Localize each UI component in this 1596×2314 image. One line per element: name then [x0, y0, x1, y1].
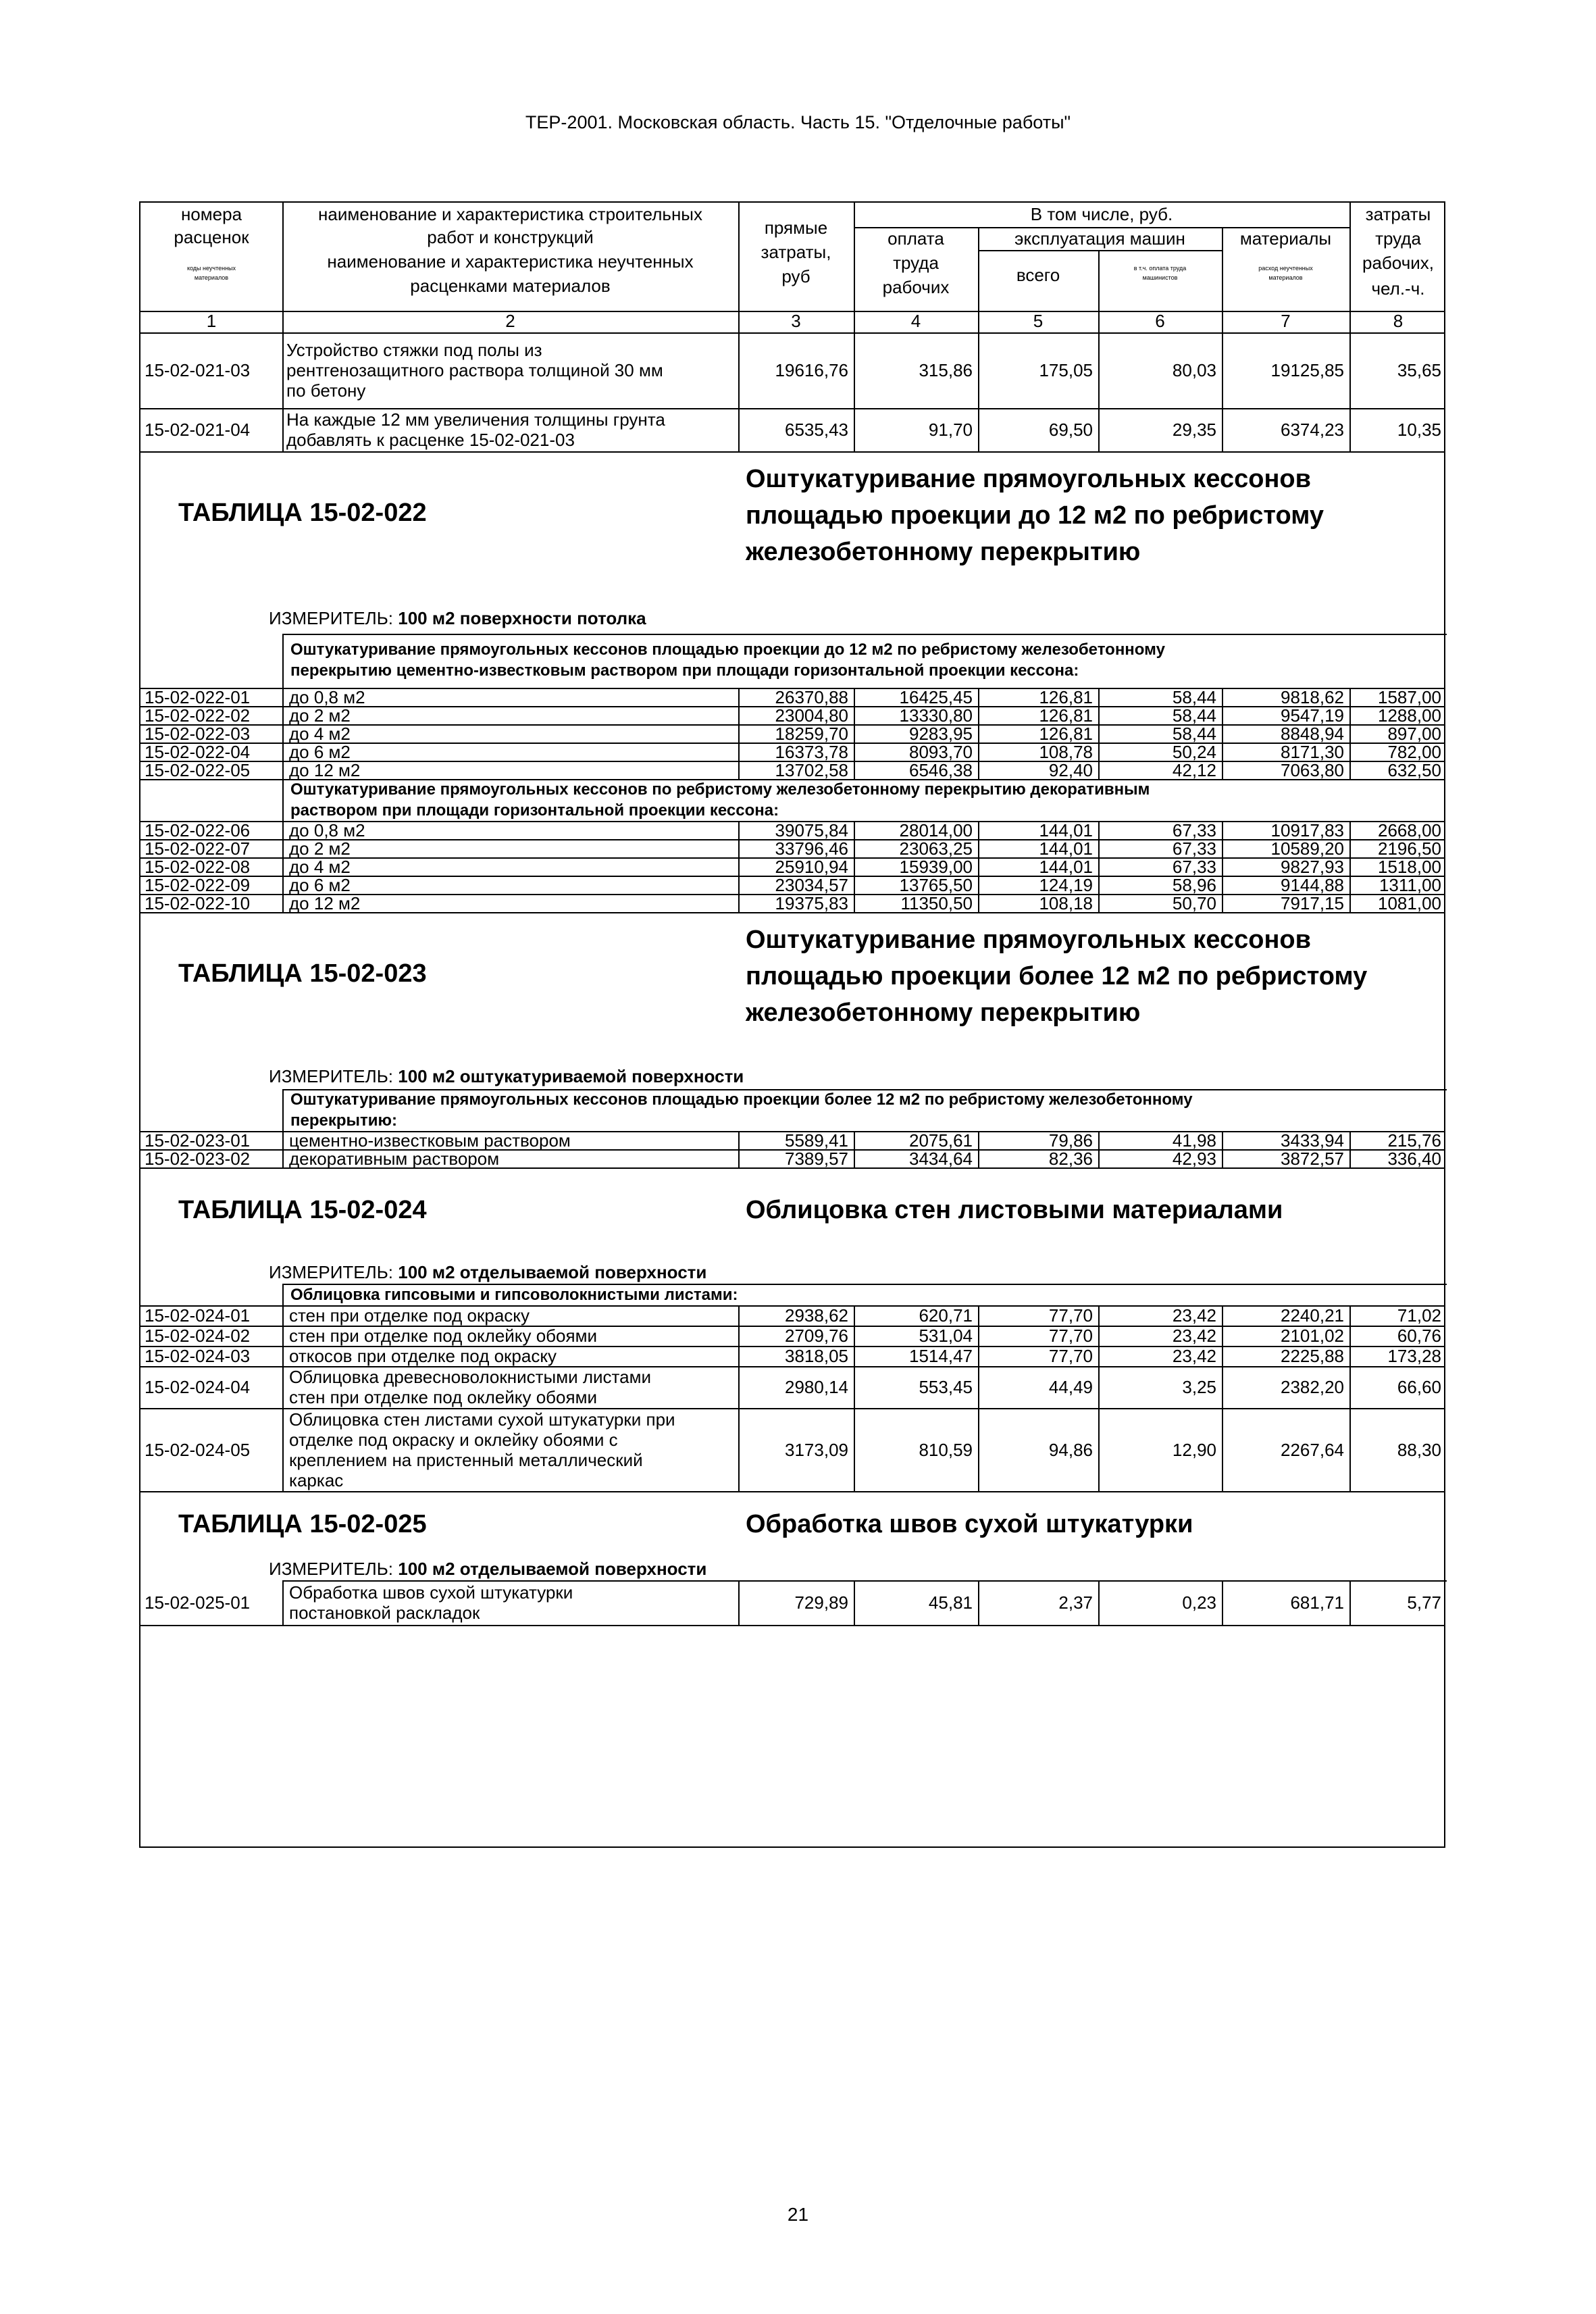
value-col-3: 19375,83: [775, 892, 848, 913]
value-col-8: 71,02: [1397, 1305, 1441, 1326]
value-col-7: 9818,62: [1281, 686, 1344, 707]
value-col-8: 1288,00: [1378, 705, 1441, 726]
column-divider: [282, 688, 284, 706]
table-caption: Оштукатуривание прямоугольных кессонов: [746, 926, 1311, 954]
table-caption: Обработка швов сухой штукатурки: [746, 1510, 1193, 1538]
column-divider: [282, 761, 284, 779]
column-number: 8: [1393, 311, 1404, 331]
section-heading: раствором при площади горизонтальной проекции кессона:: [290, 801, 779, 820]
column-divider: [282, 821, 284, 839]
value-col-6: 67,33: [1172, 820, 1216, 840]
value-col-8: 215,76: [1387, 1130, 1441, 1151]
col6-head: машинистов: [1142, 274, 1178, 281]
value-col-4: 9283,95: [909, 723, 973, 744]
rate-code: 15-02-024-03: [145, 1346, 251, 1366]
meter-value: 100 м2 оштукатуриваемой поверхности: [398, 1066, 744, 1086]
column-divider: [854, 311, 855, 332]
section-heading: Оштукатуривание прямоугольных кессонов площадью проекции более 12 м2 по ребристому железобетонному: [290, 1090, 1193, 1109]
value-col-3: 2938,62: [785, 1305, 848, 1326]
row-divider: [140, 1625, 1444, 1626]
rate-code: 15-02-024-04: [145, 1377, 251, 1397]
value-col-6: 29,35: [1172, 420, 1216, 440]
value-col-7: 7063,80: [1281, 759, 1344, 780]
column-divider: [282, 857, 284, 876]
value-col-8: 10,35: [1397, 420, 1441, 440]
value-col-7: 10917,83: [1270, 820, 1344, 840]
value-col-5: 126,81: [1039, 723, 1093, 744]
value-col-8: 5,77: [1407, 1592, 1441, 1613]
section-divider: [282, 634, 1447, 635]
column-number: 1: [206, 311, 217, 331]
rate-name-line: креплением на пристенный металлический: [289, 1449, 643, 1470]
rate-code: 15-02-022-06: [145, 820, 251, 840]
column-divider: [282, 1305, 284, 1326]
rate-code: 15-02-022-05: [145, 759, 251, 780]
column-divider: [282, 332, 284, 408]
column-divider: [282, 839, 284, 857]
rate-name-line: до 0,8 м2: [289, 686, 365, 707]
value-col-5: 77,70: [1048, 1305, 1093, 1326]
row-divider: [140, 1491, 1444, 1492]
value-col-8: 782,00: [1387, 741, 1441, 762]
col8-head: чел.-ч.: [1371, 278, 1425, 299]
value-col-5: 44,49: [1048, 1377, 1093, 1397]
value-col-7: 10589,20: [1270, 838, 1344, 859]
value-col-6: 12,90: [1172, 1439, 1216, 1460]
rate-code: 15-02-024-01: [145, 1305, 251, 1326]
row-divider: [140, 1167, 1444, 1169]
meter-label: ИЗМЕРИТЕЛЬ:: [269, 1559, 393, 1579]
rate-code: 15-02-023-01: [145, 1130, 251, 1151]
table-caption: железобетонному перекрытию: [746, 999, 1141, 1027]
rate-code: 15-02-022-04: [145, 741, 251, 762]
value-col-8: 35,65: [1397, 360, 1441, 380]
col3-head: затраты,: [761, 242, 831, 262]
column-number: 3: [791, 311, 801, 331]
value-col-5: 82,36: [1048, 1148, 1093, 1169]
rate-name-line: На каждые 12 мм увеличения толщины грунта: [286, 409, 665, 430]
rate-name-line: цементно-известковым раствором: [289, 1130, 571, 1151]
col4-head: оплата: [887, 228, 944, 249]
value-col-5: 144,01: [1039, 838, 1093, 859]
value-col-4: 315,86: [919, 360, 973, 380]
value-col-6: 23,42: [1172, 1305, 1216, 1326]
meter-value: 100 м2 отделываемой поверхности: [398, 1262, 707, 1282]
rate-code: 15-02-022-10: [145, 892, 251, 913]
col1-head: расценок: [174, 227, 249, 247]
value-col-6: 58,44: [1172, 686, 1216, 707]
value-col-4: 15939,00: [899, 856, 973, 877]
value-col-3: 2980,14: [785, 1377, 848, 1397]
col4-head: труда: [893, 253, 939, 273]
value-col-7: 2382,20: [1281, 1377, 1344, 1397]
col2-sub: расценками материалов: [410, 276, 611, 296]
col2-head: работ и конструкций: [427, 227, 594, 247]
col8-head: затраты: [1365, 204, 1431, 224]
rate-code: 15-02-025-01: [145, 1592, 251, 1613]
value-col-3: 25910,94: [775, 856, 848, 877]
section-heading: перекрытию цементно-известковым раствором при площади горизонтальной проекции кессона:: [290, 661, 1079, 680]
table-title: ТАБЛИЦА 15-02-023: [178, 959, 427, 988]
value-col-8: 897,00: [1387, 723, 1441, 744]
col1-head: номера: [180, 204, 242, 224]
value-col-5: 77,70: [1048, 1346, 1093, 1366]
column-divider: [282, 1089, 284, 1131]
value-col-6: 58,44: [1172, 723, 1216, 744]
rate-name-line: Устройство стяжки под полы из: [286, 340, 542, 360]
value-col-6: 0,23: [1182, 1592, 1216, 1613]
rate-name-line: Облицовка древесноволокнистыми листами: [289, 1367, 652, 1387]
meter-value: 100 м2 поверхности потолка: [398, 608, 646, 628]
value-col-5: 94,86: [1048, 1439, 1093, 1460]
rate-name-line: добавлять к расценке 15-02-021-03: [286, 430, 575, 450]
rate-name-line: стен при отделке под окраску: [289, 1305, 530, 1326]
value-col-6: 50,70: [1172, 892, 1216, 913]
value-col-6: 23,42: [1172, 1346, 1216, 1366]
col1-sub: материалов: [194, 274, 229, 281]
value-col-7: 7917,15: [1281, 892, 1344, 913]
value-col-7: 3872,57: [1281, 1148, 1344, 1169]
meter-line: [269, 1559, 706, 1580]
value-col-8: 60,76: [1397, 1326, 1441, 1346]
rate-name-line: до 4 м2: [289, 856, 351, 877]
value-col-8: 1081,00: [1378, 892, 1441, 913]
value-col-6: 58,96: [1172, 874, 1216, 895]
meter-line: [269, 608, 646, 629]
value-col-5: 126,81: [1039, 686, 1093, 707]
column-divider: [282, 408, 284, 451]
table-caption: площадью проекции до 12 м2 по ребристому: [746, 501, 1324, 530]
value-col-5: 108,78: [1039, 741, 1093, 762]
value-col-5: 79,86: [1048, 1130, 1093, 1151]
row-divider: [140, 912, 1444, 913]
page-header: ТЕР-2001. Московская область. Часть 15. "Отделочные работы": [525, 112, 1071, 132]
row-divider: [140, 332, 1444, 334]
value-col-4: 16425,45: [899, 686, 973, 707]
machines-head: эксплуатация машин: [1014, 228, 1185, 249]
rate-name-line: по бетону: [286, 380, 366, 401]
value-col-5: 144,01: [1039, 820, 1093, 840]
value-col-5: 2,37: [1058, 1592, 1093, 1613]
col7-sub: расход неучтенных: [1258, 265, 1313, 272]
value-col-6: 50,24: [1172, 741, 1216, 762]
column-divider: [282, 743, 284, 761]
column-divider: [282, 311, 284, 332]
value-col-3: 7389,57: [785, 1148, 848, 1169]
section-heading: Оштукатуривание прямоугольных кессонов площадью проекции до 12 м2 по ребристому железобетонному: [290, 640, 1165, 659]
value-col-3: 19616,76: [775, 360, 848, 380]
rate-code: 15-02-022-02: [145, 705, 251, 726]
row-divider: [282, 1580, 1447, 1582]
rate-name-line: до 6 м2: [289, 741, 351, 762]
value-col-7: 9144,88: [1281, 874, 1344, 895]
rate-name-line: Обработка швов сухой штукатурки: [289, 1582, 573, 1603]
rate-name-line: отделке под окраску и оклейку обоями с: [289, 1429, 618, 1450]
col8-head: рабочих,: [1362, 253, 1434, 273]
value-col-8: 1311,00: [1379, 874, 1441, 895]
col2-head: наименование и характеристика строительных: [318, 204, 702, 224]
meter-value: 100 м2 отделываемой поверхности: [398, 1559, 707, 1579]
rate-code: 15-02-022-09: [145, 874, 251, 895]
rate-name-line: каркас: [289, 1469, 344, 1490]
table-title: ТАБЛИЦА 15-02-022: [178, 499, 427, 527]
table-caption: железобетонному перекрытию: [746, 538, 1141, 566]
value-col-4: 28014,00: [899, 820, 973, 840]
rate-name-line: до 6 м2: [289, 874, 351, 895]
column-divider: [1098, 311, 1100, 332]
value-col-6: 67,33: [1172, 838, 1216, 859]
value-col-3: 13702,58: [775, 759, 848, 780]
rate-name-line: рентгенозащитного раствора толщиной 30 мм: [286, 360, 663, 380]
value-col-4: 553,45: [919, 1377, 973, 1397]
rate-code: 15-02-021-03: [145, 360, 251, 380]
value-col-8: 88,30: [1397, 1439, 1441, 1460]
column-divider: [282, 1149, 284, 1167]
page-number: 21: [787, 2204, 809, 2225]
value-col-8: 2196,50: [1378, 838, 1441, 859]
row-divider: [140, 451, 1444, 453]
rate-name-line: до 2 м2: [289, 838, 351, 859]
rate-code: 15-02-021-04: [145, 420, 251, 440]
value-col-7: 19125,85: [1270, 360, 1344, 380]
rate-name-line: откосов при отделке под окраску: [289, 1346, 557, 1366]
value-col-7: 3433,94: [1281, 1130, 1344, 1151]
section-heading: перекрытию:: [290, 1111, 398, 1130]
column-divider: [282, 894, 284, 912]
value-col-7: 2267,64: [1281, 1439, 1344, 1460]
column-divider: [282, 779, 284, 821]
column-number: 5: [1033, 311, 1044, 331]
value-col-6: 23,42: [1172, 1326, 1216, 1346]
value-col-6: 41,98: [1172, 1130, 1216, 1151]
value-col-6: 42,12: [1172, 759, 1216, 780]
section-heading: Оштукатуривание прямоугольных кессонов по ребристому железобетонному перекрытию декоративным: [290, 780, 1150, 799]
rate-code: 15-02-022-03: [145, 723, 251, 744]
column-number: 6: [1155, 311, 1165, 331]
column-divider: [1222, 311, 1223, 332]
column-divider: [282, 1346, 284, 1366]
value-col-4: 2075,61: [909, 1130, 973, 1151]
rate-code: 15-02-022-01: [145, 686, 251, 707]
meter-label: ИЗМЕРИТЕЛЬ:: [269, 608, 393, 628]
value-col-4: 810,59: [919, 1439, 973, 1460]
rate-name-line: стен при отделке под оклейку обоями: [289, 1326, 597, 1346]
value-col-8: 66,60: [1397, 1377, 1441, 1397]
value-col-3: 3173,09: [785, 1439, 848, 1460]
value-col-8: 173,28: [1387, 1346, 1441, 1366]
col8-head: труда: [1375, 228, 1421, 249]
rate-name-line: до 12 м2: [289, 892, 361, 913]
rate-name-line: до 12 м2: [289, 759, 361, 780]
incl-head: В том числе, руб.: [1030, 204, 1173, 224]
value-col-3: 3818,05: [785, 1346, 848, 1366]
header-divider: [978, 250, 1222, 251]
value-col-6: 3,25: [1182, 1377, 1216, 1397]
column-divider: [282, 706, 284, 724]
column-divider: [282, 876, 284, 894]
value-col-7: 6374,23: [1281, 420, 1344, 440]
column-number: 2: [505, 311, 515, 331]
table-title: ТАБЛИЦА 15-02-025: [178, 1510, 427, 1538]
rate-code: 15-02-023-02: [145, 1148, 251, 1169]
rate-name-line: Облицовка стен листами сухой штукатурки при: [289, 1409, 675, 1430]
value-col-3: 23004,80: [775, 705, 848, 726]
value-col-5: 69,50: [1048, 420, 1093, 440]
value-col-3: 2709,76: [785, 1326, 848, 1346]
value-col-7: 2101,02: [1281, 1326, 1344, 1346]
column-divider: [282, 1408, 284, 1491]
value-col-3: 729,89: [794, 1592, 848, 1613]
column-divider: [978, 311, 979, 332]
value-col-6: 67,33: [1172, 856, 1216, 877]
value-col-3: 6535,43: [785, 420, 848, 440]
value-col-4: 6546,38: [909, 759, 973, 780]
meter-line: [269, 1262, 706, 1283]
rate-code: 15-02-022-08: [145, 856, 251, 877]
table-caption: Оштукатуривание прямоугольных кессонов: [746, 465, 1311, 493]
rate-name-line: стен при отделке под оклейку обоями: [289, 1387, 597, 1407]
col3-head: прямые: [764, 218, 828, 238]
rate-name-line: до 4 м2: [289, 723, 351, 744]
value-col-7: 9547,19: [1281, 705, 1344, 726]
value-col-8: 1587,00: [1378, 686, 1441, 707]
value-col-3: 5589,41: [785, 1130, 848, 1151]
column-divider: [282, 1366, 284, 1408]
column-divider: [282, 1131, 284, 1149]
col5-head: всего: [1016, 265, 1060, 285]
column-divider: [282, 1580, 284, 1625]
column-divider: [282, 1326, 284, 1346]
rate-name-line: декоративным раствором: [289, 1148, 500, 1169]
section-heading: Облицовка гипсовыми и гипсоволокнистыми листами:: [290, 1286, 738, 1304]
value-col-7: 8171,30: [1281, 741, 1344, 762]
meter-line: [269, 1066, 744, 1087]
value-col-7: 8848,94: [1281, 723, 1344, 744]
value-col-3: 26370,88: [775, 686, 848, 707]
rate-code: 15-02-022-07: [145, 838, 251, 859]
col1-sub: коды неучтенных: [186, 265, 236, 272]
col3-head: руб: [781, 266, 810, 286]
value-col-5: 175,05: [1039, 360, 1093, 380]
value-col-4: 531,04: [919, 1326, 973, 1346]
rates-table: [139, 201, 1445, 1848]
meter-label: ИЗМЕРИТЕЛЬ:: [269, 1066, 393, 1086]
value-col-8: 632,50: [1387, 759, 1441, 780]
value-col-5: 92,40: [1048, 759, 1093, 780]
value-col-5: 108,18: [1039, 892, 1093, 913]
value-col-4: 1514,47: [909, 1346, 973, 1366]
value-col-3: 16373,78: [775, 741, 848, 762]
value-col-4: 23063,25: [899, 838, 973, 859]
table-caption: площадью проекции более 12 м2 по ребристому: [746, 962, 1368, 990]
value-col-5: 126,81: [1039, 705, 1093, 726]
table-title: ТАБЛИЦА 15-02-024: [178, 1196, 427, 1224]
value-col-4: 45,81: [928, 1592, 973, 1613]
rate-name-line: постановкой раскладок: [289, 1603, 480, 1623]
value-col-7: 9827,93: [1281, 856, 1344, 877]
value-col-4: 13330,80: [899, 705, 973, 726]
rate-name-line: до 0,8 м2: [289, 820, 365, 840]
value-col-7: 2225,88: [1281, 1346, 1344, 1366]
rate-code: 15-02-024-05: [145, 1439, 251, 1460]
value-col-4: 13765,50: [899, 874, 973, 895]
rate-code: 15-02-024-02: [145, 1326, 251, 1346]
value-col-4: 8093,70: [909, 741, 973, 762]
column-number: 7: [1281, 311, 1291, 331]
value-col-5: 124,19: [1039, 874, 1093, 895]
value-col-4: 91,70: [928, 420, 973, 440]
rate-name-line: до 2 м2: [289, 705, 351, 726]
value-col-4: 11350,50: [900, 892, 973, 913]
column-divider: [282, 634, 284, 688]
value-col-8: 2668,00: [1378, 820, 1441, 840]
column-divider: [282, 724, 284, 743]
column-divider: [282, 1284, 284, 1305]
value-col-4: 3434,64: [909, 1148, 973, 1169]
value-col-4: 620,71: [919, 1305, 973, 1326]
value-col-6: 80,03: [1172, 360, 1216, 380]
col7-sub: материалов: [1268, 274, 1303, 281]
value-col-3: 18259,70: [775, 723, 848, 744]
value-col-8: 336,40: [1387, 1148, 1441, 1169]
value-col-8: 1518,00: [1378, 856, 1441, 877]
value-col-7: 2240,21: [1281, 1305, 1344, 1326]
col2-sub: наименование и характеристика неучтенных: [327, 251, 694, 272]
value-col-6: 42,93: [1172, 1148, 1216, 1169]
value-col-7: 681,71: [1290, 1592, 1344, 1613]
column-number: 4: [910, 311, 921, 331]
col4-head: рабочих: [882, 277, 950, 297]
value-col-5: 144,01: [1039, 856, 1093, 877]
col7-head: материалы: [1239, 228, 1332, 249]
column-divider: [1349, 311, 1351, 332]
table-caption: Облицовка стен листовыми материалами: [746, 1196, 1283, 1224]
col6-head: в т.ч. оплата труда: [1133, 265, 1187, 272]
column-divider: [738, 311, 740, 332]
value-col-5: 77,70: [1048, 1326, 1093, 1346]
value-col-3: 23034,57: [775, 874, 848, 895]
meter-label: ИЗМЕРИТЕЛЬ:: [269, 1262, 393, 1282]
value-col-3: 33796,46: [775, 838, 848, 859]
value-col-6: 58,44: [1172, 705, 1216, 726]
value-col-3: 39075,84: [775, 820, 848, 840]
